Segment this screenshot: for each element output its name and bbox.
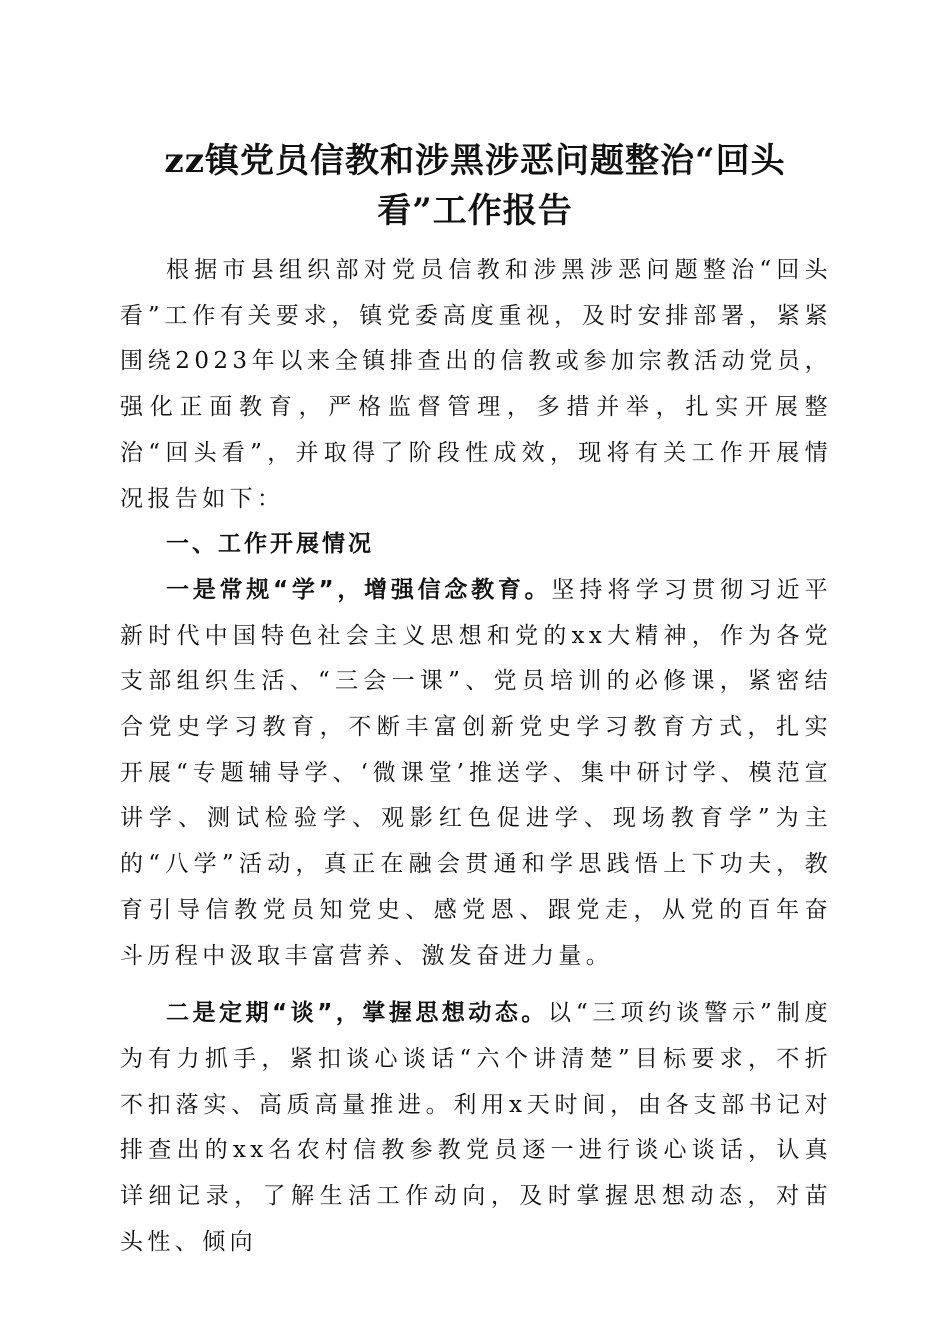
document-body	[120, 248, 832, 1265]
title-line-1: zz镇党员信教和涉黑涉恶问题整治“回头	[164, 141, 786, 181]
paragraph-gap	[120, 979, 832, 991]
section-heading: 一、工作开展情况	[166, 531, 374, 558]
intro-paragraph: 根据市县组织部对党员信教和涉黑涉恶问题整治“回头看”工作有关要求，镇党委高度重视，及时安排部署，紧紧围绕2023年以来全镇排查出的信教或参加宗教活动党员，强化正面教育，严格监督管理，多措并举，扎实开展整治“回头看”，并取得了阶段性成效，现将有关工作开展情况报告如下：	[120, 257, 832, 512]
item-1-text: 坚持将学习贯彻习近平新时代中国特色社会主义思想和党的xx大精神，作为各党支部组织生活、“三会一课”、党员培训的必修课，紧密结合党史学习教育，不断丰富创新党史学习教育方式，扎实开展“专题辅导学、‘微课堂’推送学、集中研讨学、模范宣讲学、测试检验学、观影红色促进学、现场教育学”为主的“八学”活动，真正在融会贯通和学思践悟上下功夫，教育引导信教党员知党史、感党恩、跟党走，从党的百年奋斗历程中汲取丰富营养、激发奋进力量。	[120, 576, 833, 969]
item-2-text: 以“三项约谈警示”制度为有力抓手，紧扣谈心谈话“六个讲清楚”目标要求，不折不扣落实、高质高量推进。利用x天时间，由各支部书记对排查出的xx名农村信教参教党员逐一进行谈心谈话，认真详细记录，了解生活工作动向，及时掌握思想动态，对苗头性、倾向	[120, 1000, 833, 1255]
item-1-lead: 一是常规“学”，增强信念教育。	[166, 576, 552, 603]
title-line-2: 看”工作报告	[377, 191, 573, 231]
item-1-paragraph	[120, 568, 832, 979]
document-title	[100, 136, 850, 236]
item-2-paragraph	[120, 991, 832, 1265]
item-2-lead: 二是定期“谈”，掌握思想动态。	[166, 1000, 548, 1027]
